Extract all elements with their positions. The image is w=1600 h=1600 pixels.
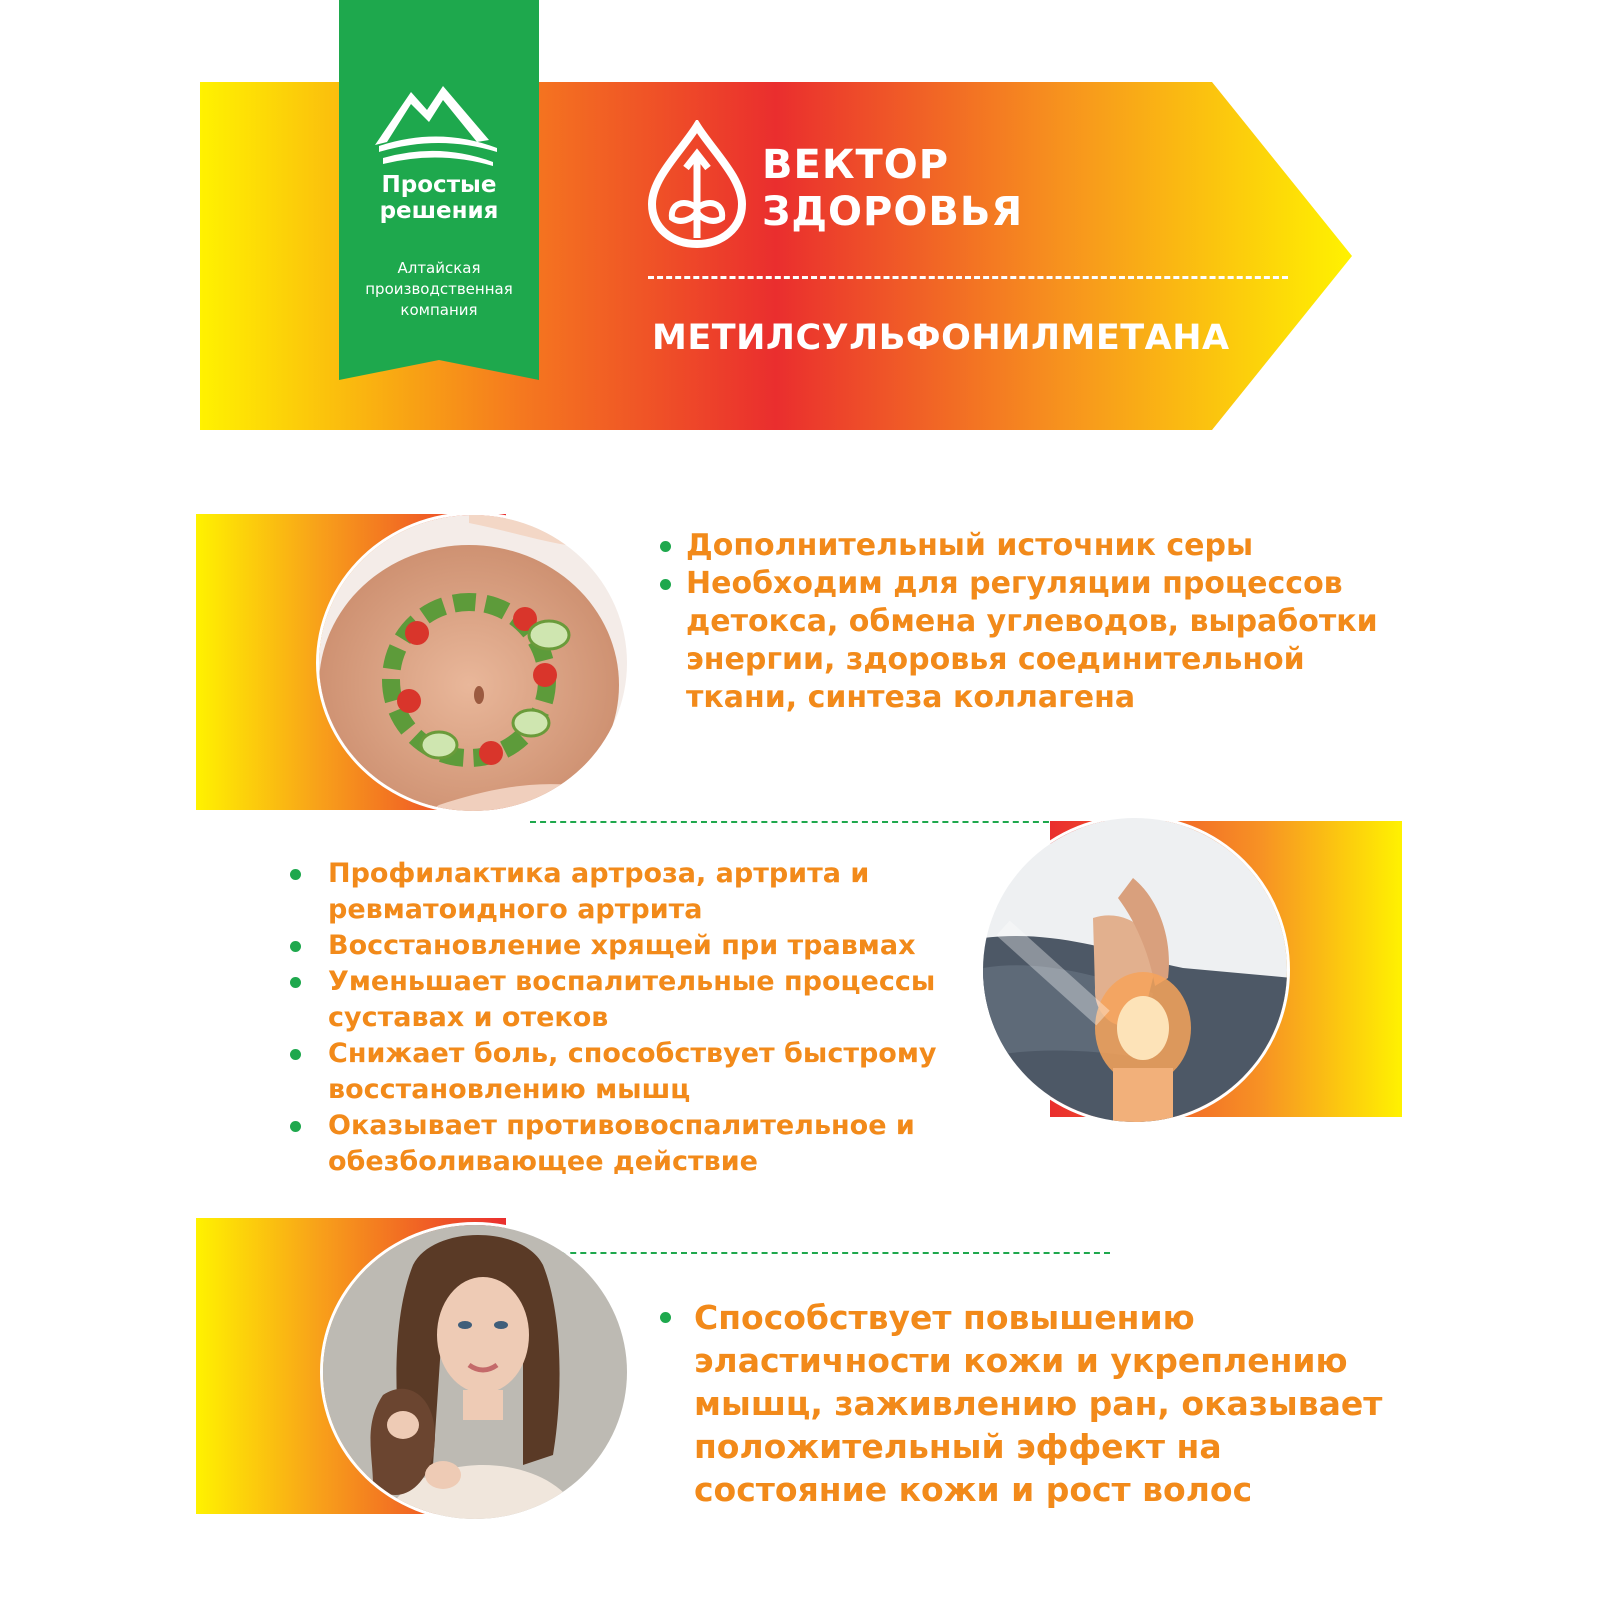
bullet-text: Снижает боль, способствует быстрому восстановлению мышц (328, 1038, 937, 1105)
bullet-text: Восстановление хрящей при травмах (328, 930, 916, 961)
drop-leaf-logo-icon (642, 120, 752, 250)
bullet-dot-icon (290, 1121, 301, 1132)
bullet-text: Профилактика артроза, артрита и ревматоидного артрита (328, 858, 870, 925)
list-item (290, 964, 990, 1036)
bullet-dot-icon (290, 869, 301, 880)
bullet-dot-icon (660, 1312, 671, 1323)
bullet-text: Уменьшает воспалительные процессы суставах и отеков (328, 966, 936, 1033)
brand-subtitle: Алтайская производственная компания (365, 259, 513, 319)
bullet-text: Необходим для регуляции процессов детокса, обмена углеводов, выработки энергии, здоровья соединительной ткани, синтеза коллагена (686, 566, 1378, 715)
bullet-dot-icon (290, 977, 301, 988)
brand-name: Простые решения (379, 172, 499, 224)
knee-joint-photo (980, 815, 1290, 1125)
list-item (290, 856, 990, 928)
abdomen-vegetables-illustration (319, 515, 630, 814)
bullet-dot-icon (290, 1049, 301, 1060)
bullet-dot-icon (660, 541, 671, 552)
bullet-text: Способствует повышению эластичности кожи и укреплению мышц, заживлению ран, оказывает положительный эффект на состояние кожи и рост волос (694, 1298, 1383, 1509)
knee-joint-illustration (983, 818, 1290, 1125)
product-name: МЕТИЛСУЛЬФОНИЛМЕТАНА (652, 318, 1230, 358)
banner-divider (648, 276, 1288, 279)
section2-bullet-list (290, 856, 990, 1180)
woman-hair-photo (320, 1222, 630, 1522)
product-line-title-line1: ВЕКТОР (762, 142, 950, 188)
bullet-text: Оказывает противовоспалительное и обезболивающее действие (328, 1110, 915, 1177)
list-item (660, 1296, 1420, 1511)
bullet-dot-icon (660, 579, 671, 590)
product-line-title-line2: ЗДОРОВЬЯ (762, 189, 1024, 235)
bullet-dot-icon (290, 941, 301, 952)
list-item (290, 928, 990, 964)
list-item (660, 527, 1420, 565)
bullet-text: Дополнительный источник серы (686, 528, 1254, 563)
list-item (660, 565, 1420, 717)
section1-bullet-list (660, 527, 1420, 717)
list-item (290, 1036, 990, 1108)
product-line-title (762, 142, 1023, 236)
list-item (290, 1108, 990, 1180)
woman-hair-illustration (323, 1225, 630, 1522)
brand-badge (339, 0, 539, 380)
section3-bullet-list (660, 1296, 1420, 1511)
abdomen-vegetables-photo (316, 512, 630, 814)
